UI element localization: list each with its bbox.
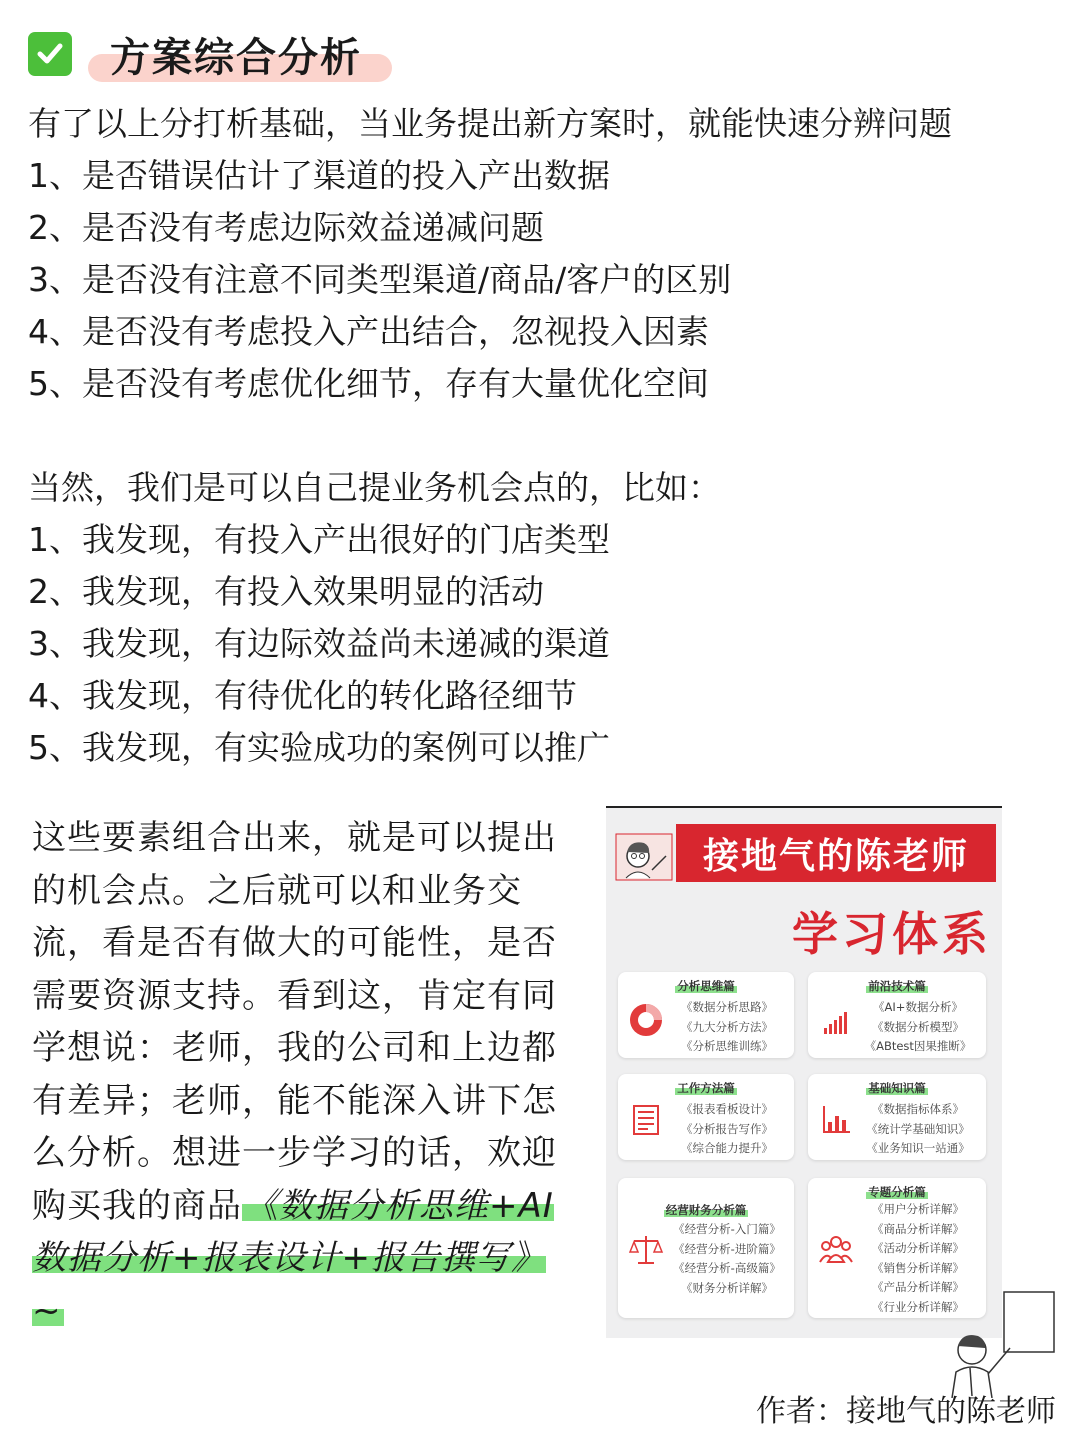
card-items: 《AI+数据分析》 《数据分析模型》 《ABtest因果推断》	[864, 1000, 972, 1053]
learning-system-poster[interactable]	[606, 806, 1002, 1338]
document-icon	[628, 1102, 664, 1138]
bar-chart-icon	[818, 1002, 854, 1038]
poster-card	[808, 1074, 986, 1160]
page-title: 方案综合分析	[110, 35, 362, 81]
intro-line: 有了以上分打析基础，当业务提出新方案时，就能快速分辨问题	[28, 104, 952, 143]
intro-line: 1、是否错误估计了渠道的投入产出数据	[28, 156, 610, 195]
poster-card	[808, 972, 986, 1058]
scale-icon	[628, 1232, 664, 1268]
opportunity-line: 4、我发现，有待优化的转化路径细节	[28, 676, 577, 715]
opportunity-line: 当然，我们是可以自己提业务机会点的，比如：	[28, 468, 721, 507]
intro-line: 5、是否没有考虑优化细节，存有大量优化空间	[28, 364, 709, 403]
card-title: 工作方法篇	[677, 1081, 735, 1095]
opportunity-line: 2、我发现，有投入效果明显的活动	[28, 572, 544, 611]
card-items: 《报表看板设计》 《分析报告写作》 《综合能力提升》	[681, 1102, 773, 1155]
card-title: 前沿技术篇	[868, 979, 926, 993]
opportunity-line: 1、我发现，有投入产出很好的门店类型	[28, 520, 610, 559]
author-credit: 作者：接地气的陈老师	[756, 1394, 1056, 1429]
body-text	[28, 98, 1068, 774]
intro-line: 4、是否没有考虑投入产出结合，忽视投入因素	[28, 312, 709, 351]
poster-card	[618, 1074, 794, 1160]
card-title: 基础知识篇	[868, 1081, 926, 1095]
card-title: 分析思维篇	[677, 979, 735, 993]
title-row	[28, 22, 448, 92]
card-items: 《数据指标体系》 《统计学基础知识》 《业务知识一站通》	[866, 1102, 970, 1155]
opportunity-line: 3、我发现，有边际效益尚未递减的渠道	[28, 624, 610, 663]
teacher-avatar-icon	[614, 826, 674, 886]
card-items: 《数据分析思路》 《九大分析方法》 《分析思维训练》	[681, 1000, 773, 1053]
card-items: 《用户分析详解》 《商品分析详解》 《活动分析详解》 《销售分析详解》 《产品分析详解》 《行业分析详解》	[872, 1202, 964, 1314]
teacher-doodle-icon	[930, 1288, 1060, 1398]
closing-paragraph	[32, 812, 572, 1337]
card-title: 经营财务分析篇	[665, 1203, 747, 1217]
closing-text: 这些要素组合出来，就是可以提出的机会点。之后就可以和业务交流，看是否有做大的可能性，是否需要资源支持。看到这，肯定有同学想说：老师，我的公司和上边都有差异；老师，能不能深入讲下怎么分析。想进一步学习的话，欢迎购买我的商品	[32, 818, 557, 1226]
opportunity-line: 5、我发现，有实验成功的案例可以推广	[28, 728, 610, 767]
product-highlight-link[interactable]: 《数据分析思维+AI数据分析+报表设计+报告撰写》~	[32, 1185, 554, 1331]
intro-line: 3、是否没有注意不同类型渠道/商品/客户的区别	[28, 260, 732, 299]
users-icon	[818, 1232, 854, 1268]
card-items: 《经营分析-入门篇》 《经营分析-进阶篇》 《经营分析-高级篇》 《财务分析详解》	[673, 1222, 781, 1295]
poster-card	[618, 1178, 794, 1318]
donut-chart-icon	[628, 1002, 664, 1038]
intro-line: 2、是否没有考虑边际效益递减问题	[28, 208, 544, 247]
card-title: 专题分析篇	[868, 1185, 926, 1199]
poster-subtitle: 学习体系	[792, 907, 992, 961]
column-chart-icon	[818, 1102, 854, 1138]
poster-banner: 接地气的陈老师	[676, 824, 996, 882]
poster-card	[618, 972, 794, 1058]
checkmark-icon	[28, 32, 72, 76]
